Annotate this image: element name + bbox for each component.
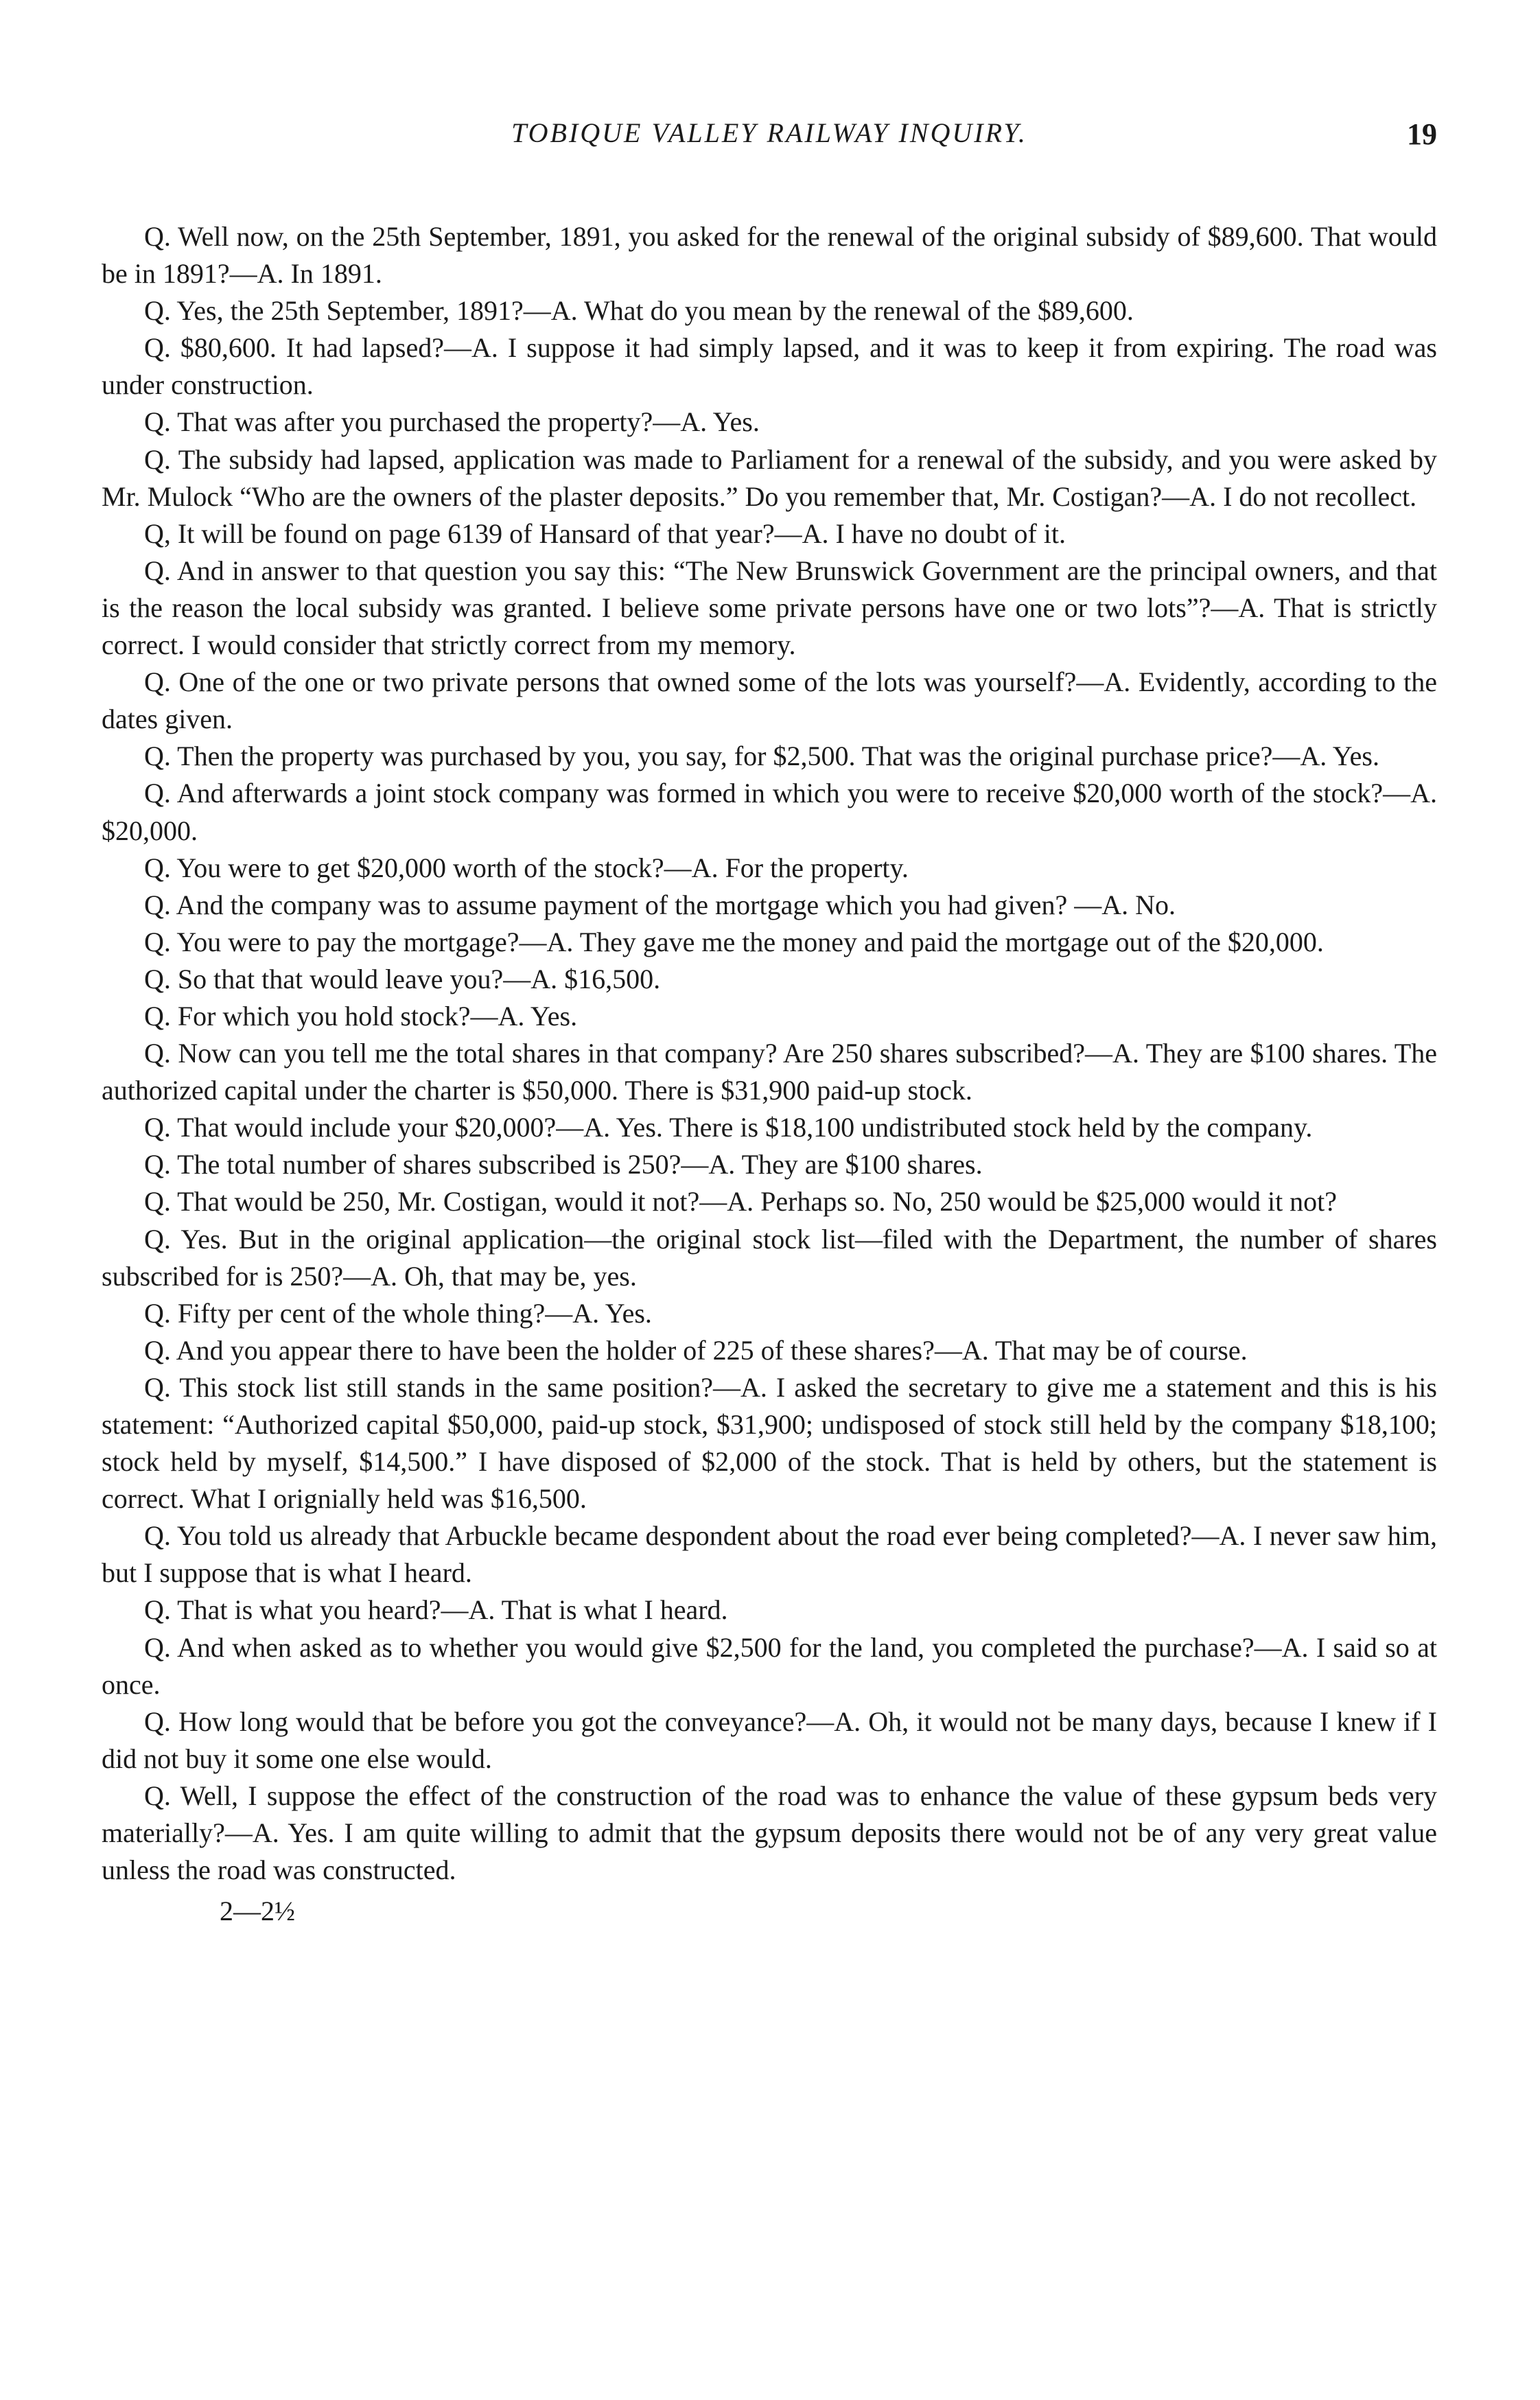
testimony-paragraph: Q. This stock list still stands in the same position?—A. I asked the secretary to give me a statement and this is his statement: “Authorized capital $50,000, paid-up stock, $31,900; undisposed of stock still held by the company $18,100; stock held by myself, $14,500.” I have disposed of $2,000 of the stock. That is held by others, but the statement is correct. What I orignially held was $16,500. <box>102 1371 1437 1515</box>
signature-mark: 2—2½ <box>220 1896 295 1927</box>
testimony-paragraph: Q. Yes, the 25th September, 1891?—A. What do you mean by the renewal of the $89,600. <box>144 295 1134 327</box>
page-number: 19 <box>1407 117 1437 151</box>
running-title: TOBIQUE VALLEY RAILWAY INQUIRY. <box>511 117 1027 148</box>
testimony-paragraph: Q. And afterwards a joint stock company was formed in which you were to receive $20,000 worth of the stock?—A. $20,000. <box>102 778 1437 846</box>
testimony-paragraph: Q. You told us already that Arbuckle became despondent about the road ever being completed?—A. I never saw him, but I suppose that is what I heard. <box>102 1520 1437 1589</box>
testimony-paragraph: Q. The subsidy had lapsed, application was made to Parliament for a renewal of the subsidy, and you were asked by Mr. Mulock “Who are the owners of the plaster deposits.” Do you remember that, Mr. Costigan?—A. I do not recollect. <box>102 443 1437 512</box>
testimony-paragraph: Q. That is what you heard?—A. That is what I heard. <box>144 1594 728 1626</box>
testimony-paragraph: Q. Now can you tell me the total shares in that company? Are 250 shares subscribed?—A. They are $100 shares. The authorized capital under the charter is $50,000. There is $31,900 paid-up stock. <box>102 1038 1437 1106</box>
testimony-body <box>102 218 1437 1889</box>
testimony-paragraph: Q. That was after you purchased the property?—A. Yes. <box>144 406 760 438</box>
testimony-paragraph: Q. So that that would leave you?—A. $16,500. <box>144 963 661 994</box>
testimony-paragraph: Q. Fifty per cent of the whole thing?—A. Yes. <box>144 1297 652 1329</box>
testimony-paragraph: Q. That would be 250, Mr. Costigan, would it not?—A. Perhaps so. No, 250 would be $25,000 would it not? <box>144 1186 1338 1218</box>
testimony-paragraph: Q. Well, I suppose the effect of the construction of the road was to enhance the value of these gypsum beds very materially?—A. Yes. I am quite willing to admit that the gypsum deposits there would not be of any very great value unless the road was constructed. <box>102 1780 1437 1886</box>
testimony-paragraph: Q. And in answer to that question you say this: “The New Brunswick Government are the principal owners, and that is the reason the local subsidy was granted. I believe some private persons have one or two lots”?—A. That is strictly correct. I would consider that strictly correct from my memory. <box>102 555 1437 661</box>
testimony-paragraph: Q, It will be found on page 6139 of Hansard of that year?—A. I have no doubt of it. <box>144 517 1066 549</box>
testimony-paragraph: Q. And the company was to assume payment of the mortgage which you had given? —A. No. <box>144 889 1176 920</box>
testimony-paragraph: Q. That would include your $20,000?—A. Yes. There is $18,100 undistributed stock held by the company. <box>144 1112 1313 1143</box>
testimony-paragraph: Q. You were to pay the mortgage?—A. They gave me the money and paid the mortgage out of the $20,000. <box>144 926 1324 957</box>
testimony-paragraph: Q. You were to get $20,000 worth of the stock?—A. For the property. <box>144 852 909 883</box>
page-header <box>102 117 1437 165</box>
testimony-paragraph: Q. Then the property was purchased by you, you say, for $2,500. That was the original purchase price?—A. Yes. <box>144 741 1379 772</box>
testimony-paragraph: Q. And when asked as to whether you would give $2,500 for the land, you completed the purchase?—A. I said so at once. <box>102 1631 1437 1700</box>
testimony-paragraph: Q. One of the one or two private persons that owned some of the lots was yourself?—A. Evidently, according to the dates given. <box>102 666 1437 735</box>
testimony-paragraph: Q. For which you hold stock?—A. Yes. <box>144 1000 578 1032</box>
testimony-paragraph: Q. Yes. But in the original application—the original stock list—filed with the Department, the number of shares subscribed for is 250?—A. Oh, that may be, yes. <box>102 1223 1437 1292</box>
testimony-paragraph: Q. Well now, on the 25th September, 1891, you asked for the renewal of the original subsidy of $89,600. That would be in 1891?—A. In 1891. <box>102 221 1437 290</box>
testimony-paragraph: Q. How long would that be before you got the conveyance?—A. Oh, it would not be many days, because I knew if I did not buy it some one else would. <box>102 1705 1437 1774</box>
testimony-paragraph: Q. The total number of shares subscribed is 250?—A. They are $100 shares. <box>144 1149 983 1180</box>
testimony-paragraph: Q. $80,600. It had lapsed?—A. I suppose it had simply lapsed, and it was to keep it from expiring. The road was under construction. <box>102 332 1437 401</box>
testimony-paragraph: Q. And you appear there to have been the holder of 225 of these shares?—A. That may be of course. <box>144 1334 1248 1366</box>
